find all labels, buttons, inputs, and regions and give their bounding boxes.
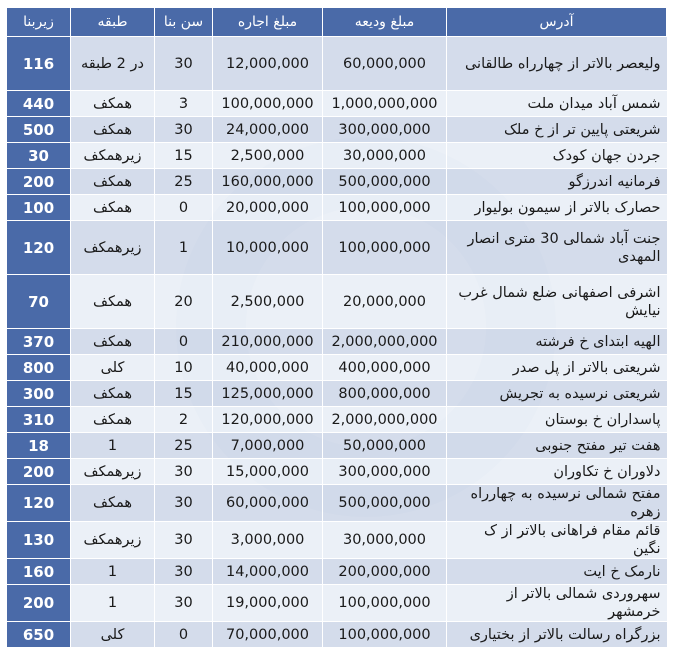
cell-rent: 15,000,000 — [213, 459, 323, 485]
table-row — [7, 91, 667, 117]
cell-age: 30 — [155, 459, 213, 485]
cell-floor: همکف — [71, 195, 155, 221]
cell-floor: زیرهمکف — [71, 143, 155, 169]
table-row — [7, 37, 667, 91]
cell-floor: زیرهمکف — [71, 221, 155, 275]
cell-age: 2 — [155, 407, 213, 433]
cell-address: شریعتی بالاتر از پل صدر — [447, 355, 667, 381]
cell-floor: زیرهمکف — [71, 459, 155, 485]
header-deposit: مبلغ ودیعه — [323, 8, 447, 37]
table-row — [7, 585, 667, 622]
cell-size: 200 — [7, 169, 71, 195]
cell-rent: 14,000,000 — [213, 559, 323, 585]
cell-size: 130 — [7, 522, 71, 559]
cell-address: اشرفی اصفهانی ضلع شمال غرب نیایش — [447, 275, 667, 329]
cell-deposit: 30,000,000 — [323, 143, 447, 169]
cell-deposit: 300,000,000 — [323, 117, 447, 143]
cell-deposit: 800,000,000 — [323, 381, 447, 407]
cell-address: دلاوران خ تکاوران — [447, 459, 667, 485]
cell-deposit: 400,000,000 — [323, 355, 447, 381]
cell-floor: 1 — [71, 585, 155, 622]
cell-floor: همکف — [71, 169, 155, 195]
cell-address: فرمانیه اندرزگو — [447, 169, 667, 195]
cell-address: جنت آباد شمالی 30 متری انصار المهدی — [447, 221, 667, 275]
cell-address: الهیه ابتدای خ فرشته — [447, 329, 667, 355]
table-row — [7, 195, 667, 221]
cell-size: 300 — [7, 381, 71, 407]
cell-rent: 120,000,000 — [213, 407, 323, 433]
cell-age: 30 — [155, 37, 213, 91]
table-row — [7, 622, 667, 648]
cell-address: نارمک خ ایت — [447, 559, 667, 585]
cell-size: 200 — [7, 459, 71, 485]
cell-address: شمس آباد میدان ملت — [447, 91, 667, 117]
cell-rent: 70,000,000 — [213, 622, 323, 648]
cell-floor: 1 — [71, 559, 155, 585]
table-row — [7, 522, 667, 559]
table-row — [7, 559, 667, 585]
cell-rent: 40,000,000 — [213, 355, 323, 381]
table-row — [7, 329, 667, 355]
cell-age: 30 — [155, 522, 213, 559]
cell-deposit: 100,000,000 — [323, 622, 447, 648]
cell-floor: زیرهمکف — [71, 522, 155, 559]
cell-deposit: 2,000,000,000 — [323, 407, 447, 433]
cell-rent: 210,000,000 — [213, 329, 323, 355]
cell-rent: 19,000,000 — [213, 585, 323, 622]
cell-rent: 160,000,000 — [213, 169, 323, 195]
header-row — [7, 8, 667, 37]
cell-age: 20 — [155, 275, 213, 329]
table-row — [7, 221, 667, 275]
cell-age: 30 — [155, 559, 213, 585]
cell-floor: کلی — [71, 622, 155, 648]
table-row — [7, 355, 667, 381]
cell-floor: همکف — [71, 275, 155, 329]
cell-age: 15 — [155, 143, 213, 169]
cell-age: 3 — [155, 91, 213, 117]
table-row — [7, 485, 667, 522]
cell-age: 25 — [155, 169, 213, 195]
cell-floor: همکف — [71, 329, 155, 355]
table-row — [7, 117, 667, 143]
cell-rent: 10,000,000 — [213, 221, 323, 275]
table-row — [7, 169, 667, 195]
cell-rent: 12,000,000 — [213, 37, 323, 91]
cell-size: 440 — [7, 91, 71, 117]
cell-deposit: 500,000,000 — [323, 485, 447, 522]
cell-rent: 100,000,000 — [213, 91, 323, 117]
cell-rent: 2,500,000 — [213, 143, 323, 169]
cell-age: 30 — [155, 585, 213, 622]
cell-floor: همکف — [71, 91, 155, 117]
cell-size: 370 — [7, 329, 71, 355]
cell-floor: در 2 طبقه — [71, 37, 155, 91]
cell-deposit: 1,000,000,000 — [323, 91, 447, 117]
cell-address: حصارک بالاتر از سیمون بولیوار — [447, 195, 667, 221]
cell-deposit: 100,000,000 — [323, 585, 447, 622]
table-body — [7, 37, 667, 648]
cell-size: 160 — [7, 559, 71, 585]
table-row — [7, 143, 667, 169]
cell-deposit: 60,000,000 — [323, 37, 447, 91]
cell-address: شریعتی پایین تر از خ ملک — [447, 117, 667, 143]
cell-deposit: 2,000,000,000 — [323, 329, 447, 355]
cell-floor: همکف — [71, 381, 155, 407]
header-floor: طبقه — [71, 8, 155, 37]
table-row — [7, 407, 667, 433]
cell-deposit: 50,000,000 — [323, 433, 447, 459]
cell-deposit: 100,000,000 — [323, 195, 447, 221]
cell-deposit: 200,000,000 — [323, 559, 447, 585]
cell-age: 15 — [155, 381, 213, 407]
cell-age: 0 — [155, 195, 213, 221]
cell-deposit: 20,000,000 — [323, 275, 447, 329]
header-size: زیربنا — [7, 8, 71, 37]
cell-floor: همکف — [71, 407, 155, 433]
cell-age: 30 — [155, 485, 213, 522]
cell-rent: 2,500,000 — [213, 275, 323, 329]
listing-table-container — [6, 7, 666, 648]
cell-age: 0 — [155, 622, 213, 648]
cell-size: 200 — [7, 585, 71, 622]
cell-floor: همکف — [71, 485, 155, 522]
cell-address: جردن جهان کودک — [447, 143, 667, 169]
cell-age: 30 — [155, 117, 213, 143]
cell-size: 116 — [7, 37, 71, 91]
cell-rent: 3,000,000 — [213, 522, 323, 559]
cell-rent: 125,000,000 — [213, 381, 323, 407]
cell-deposit: 100,000,000 — [323, 221, 447, 275]
cell-address: بزرگراه رسالت بالاتر از بختیاری — [447, 622, 667, 648]
table-row — [7, 275, 667, 329]
rental-listings-table — [6, 7, 667, 648]
cell-address: پاسداران خ بوستان — [447, 407, 667, 433]
table-row — [7, 433, 667, 459]
cell-size: 18 — [7, 433, 71, 459]
cell-size: 120 — [7, 221, 71, 275]
cell-size: 310 — [7, 407, 71, 433]
cell-size: 100 — [7, 195, 71, 221]
cell-address: قائم مقام فراهانی بالاتر از ک نگین — [447, 522, 667, 559]
cell-size: 650 — [7, 622, 71, 648]
cell-floor: 1 — [71, 433, 155, 459]
cell-floor: همکف — [71, 117, 155, 143]
cell-rent: 20,000,000 — [213, 195, 323, 221]
cell-age: 10 — [155, 355, 213, 381]
cell-size: 30 — [7, 143, 71, 169]
cell-size: 500 — [7, 117, 71, 143]
cell-deposit: 500,000,000 — [323, 169, 447, 195]
cell-age: 25 — [155, 433, 213, 459]
cell-rent: 24,000,000 — [213, 117, 323, 143]
cell-rent: 60,000,000 — [213, 485, 323, 522]
header-address: آدرس — [447, 8, 667, 37]
cell-address: ولیعصر بالاتر از چهارراه طالقانی — [447, 37, 667, 91]
cell-age: 0 — [155, 329, 213, 355]
cell-address: سهروردی شمالی بالاتر از خرمشهر — [447, 585, 667, 622]
table-row — [7, 381, 667, 407]
header-age: سن بنا — [155, 8, 213, 37]
cell-rent: 7,000,000 — [213, 433, 323, 459]
cell-address: مفتح شمالی نرسیده به چهارراه زهره — [447, 485, 667, 522]
cell-address: هفت تیر مفتح جنوبی — [447, 433, 667, 459]
cell-size: 800 — [7, 355, 71, 381]
cell-floor: کلی — [71, 355, 155, 381]
cell-size: 70 — [7, 275, 71, 329]
header-rent: مبلغ اجاره — [213, 8, 323, 37]
table-row — [7, 459, 667, 485]
cell-deposit: 30,000,000 — [323, 522, 447, 559]
cell-address: شریعتی نرسیده به تجریش — [447, 381, 667, 407]
cell-size: 120 — [7, 485, 71, 522]
cell-deposit: 300,000,000 — [323, 459, 447, 485]
cell-age: 1 — [155, 221, 213, 275]
